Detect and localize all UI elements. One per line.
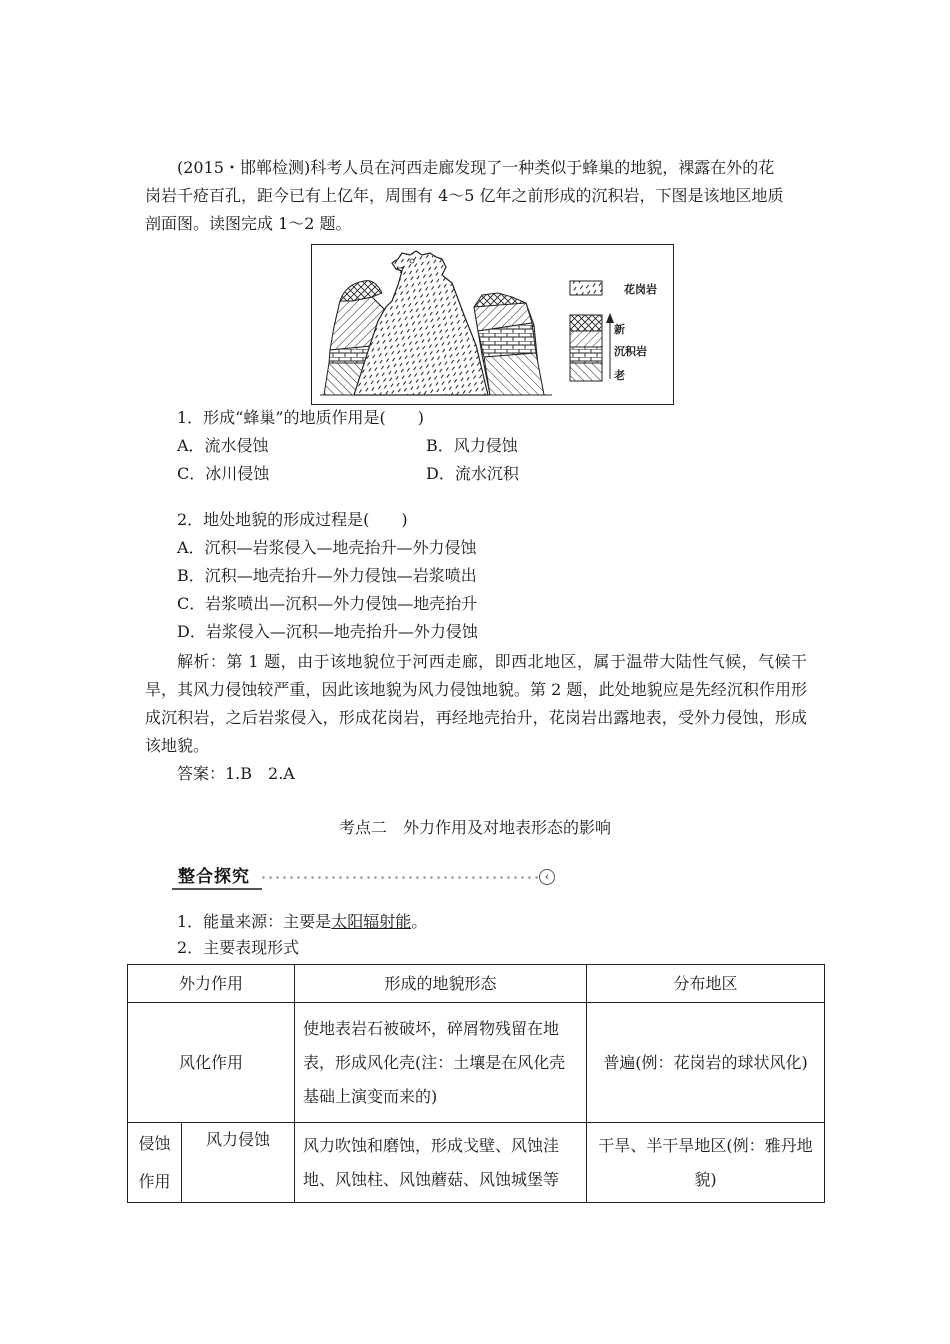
- table-row: [128, 1123, 825, 1203]
- external-forces-table: [127, 964, 825, 1203]
- q1-option-d: D．流水沉积: [426, 464, 519, 483]
- q1-option-b: B．风力侵蚀: [426, 436, 518, 455]
- wind-erosion-forms-cell: 风力吹蚀和磨蚀，形成戈壁、风蚀洼地、风蚀柱、风蚀蘑菇、风蚀城堡等: [295, 1123, 587, 1203]
- question-1-stem: 1．形成“蜂巢”的地质作用是( ): [177, 408, 425, 427]
- erosion-group-cell: 侵蚀作用: [128, 1123, 182, 1203]
- wind-erosion-cell: 风力侵蚀: [182, 1123, 295, 1203]
- table-header-row: [128, 965, 825, 1003]
- header-external-force: 外力作用: [128, 965, 295, 1003]
- point-2: 2．主要表现形式: [177, 938, 300, 957]
- point-1: [177, 912, 427, 932]
- header-landform: 形成的地貌形态: [295, 965, 587, 1003]
- weathering-region-cell: 普遍(例：花岗岩的球状风化): [587, 1003, 825, 1123]
- q2-option-a: A．沉积—岩浆侵入—地壳抬升—外力侵蚀: [177, 538, 477, 557]
- weathering-forms-cell: 使地表岩石被破坏，碎屑物残留在地表，形成风化壳(注：土壤是在风化壳基础上演变而来的): [295, 1003, 587, 1123]
- weathering-cell: 风化作用: [128, 1003, 295, 1123]
- intro-line-3: 剖面图。读图完成 1～2 题。: [145, 214, 352, 233]
- question-2-stem: 2．地处地貌的形成过程是( ): [177, 510, 408, 529]
- header-distribution: 分布地区: [587, 965, 825, 1003]
- point-1-prefix: 1．能量来源：主要是: [177, 912, 332, 931]
- analysis-paragraph: 解析：第 1 题，由于该地貌位于河西走廊，即西北地区，属于温带大陆性气候，气候干旱，其风力侵蚀较严重，因此该地貌为风力侵蚀地貌。第 2 题，此处地貌应是先经沉积作用形成沉积岩，之后岩浆侵入，形成花岗岩，再经地壳抬升，花岗岩出露地表，受外力侵蚀，形成该地貌。: [145, 652, 807, 755]
- wind-erosion-region-cell: 干旱、半干旱地区(例：雅丹地貌): [587, 1123, 825, 1203]
- point-1-underlined: 太阳辐射能: [331, 912, 412, 931]
- intro-line-1: (2015・邯郸检测)科考人员在河西走廊发现了一种类似于蜂巢的地貌，裸露在外的花: [177, 158, 775, 177]
- integration-header: [172, 866, 562, 890]
- legend-old-label: 老: [614, 369, 625, 382]
- point-1-suffix: 。: [411, 912, 428, 931]
- q2-option-c: C．岩浆喷出—沉积—外力侵蚀—地壳抬升: [177, 594, 478, 613]
- header-dotted-line: [260, 876, 542, 879]
- chevron-left-icon: ‹: [539, 869, 555, 885]
- intro-line-2: 岗岩千疮百孔，距今已有上亿年，周围有 4～5 亿年之前形成的沉积岩，下图是该地区地质: [145, 186, 784, 205]
- legend-granite-label: 花岗岩: [624, 283, 657, 296]
- q2-option-d: D．岩浆侵入—沉积—地壳抬升—外力侵蚀: [177, 622, 478, 641]
- legend-sediment-label: 沉积岩: [614, 345, 647, 358]
- header-underline: [172, 888, 262, 890]
- legend-new-label: 新: [614, 323, 625, 336]
- q2-option-b: B．沉积—地壳抬升—外力侵蚀—岩浆喷出: [177, 566, 477, 585]
- answer-line: 答案：1.B 2.A: [177, 764, 295, 783]
- geologic-profile-figure: [311, 244, 674, 405]
- integration-header-label: 整合探究: [178, 867, 250, 887]
- q1-option-c: C．冰川侵蚀: [177, 464, 270, 483]
- table-row: [128, 1003, 825, 1123]
- section-title: 考点二 外力作用及对地表形态的影响: [338, 818, 611, 837]
- q1-option-a: A．流水侵蚀: [177, 436, 269, 455]
